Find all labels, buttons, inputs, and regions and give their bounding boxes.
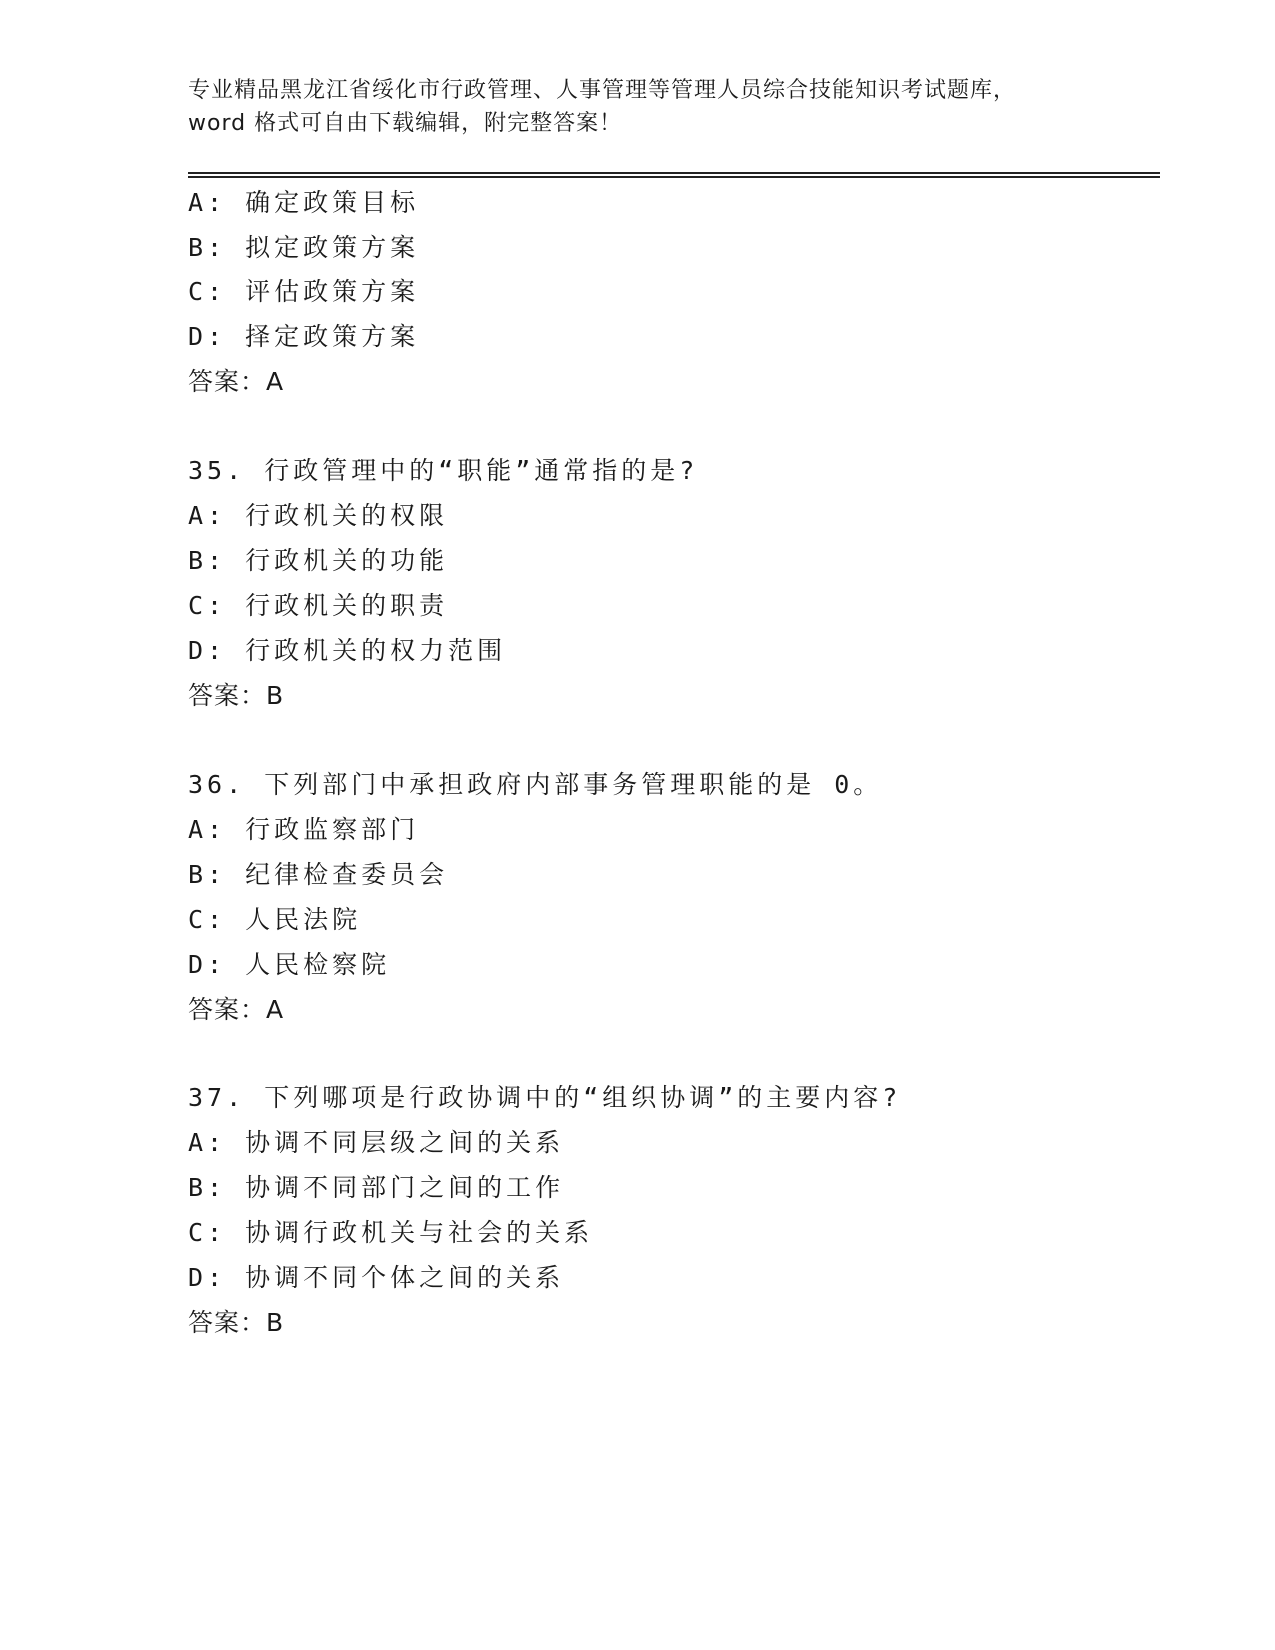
option-c: C: 评估政策方案 <box>188 277 420 306</box>
option-d: D: 协调不同个体之间的关系 <box>188 1263 565 1292</box>
option-a: A: 确定政策目标 <box>188 188 420 217</box>
option-a: A: 行政机关的权限 <box>188 501 449 530</box>
option-c: C: 协调行政机关与社会的关系 <box>188 1218 594 1247</box>
answer-line: 答案：B <box>188 1308 285 1337</box>
option-b: B: 拟定政策方案 <box>188 233 420 262</box>
option-c: C: 行政机关的职责 <box>188 591 449 620</box>
option-d: D: 人民检察院 <box>188 950 391 979</box>
option-b: B: 协调不同部门之间的工作 <box>188 1173 565 1202</box>
answer-line: 答案：B <box>188 681 285 710</box>
answer-line: 答案：A <box>188 995 285 1024</box>
option-a: A: 行政监察部门 <box>188 815 420 844</box>
option-d: D: 择定政策方案 <box>188 322 420 351</box>
option-d: D: 行政机关的权力范围 <box>188 636 507 665</box>
question-35: 35. 行政管理中的“职能”通常指的是? <box>188 456 699 485</box>
header-divider-top <box>188 172 1160 174</box>
document-header <box>188 74 1088 140</box>
option-b: B: 纪律检查委员会 <box>188 860 449 889</box>
option-b: B: 行政机关的功能 <box>188 546 449 575</box>
question-37: 37. 下列哪项是行政协调中的“组织协调”的主要内容? <box>188 1083 902 1112</box>
header-line-1: 专业精品黑龙江省绥化市行政管理、人事管理等管理人员综合技能知识考试题库， <box>188 78 1017 103</box>
answer-line: 答案：A <box>188 367 285 396</box>
header-line-2: word 格式可自由下载编辑，附完整答案！ <box>188 111 623 136</box>
option-c: C: 人民法院 <box>188 905 362 934</box>
question-36: 36. 下列部门中承担政府内部事务管理职能的是 0。 <box>188 770 883 799</box>
header-divider-bottom <box>188 176 1160 178</box>
option-a: A: 协调不同层级之间的关系 <box>188 1128 565 1157</box>
